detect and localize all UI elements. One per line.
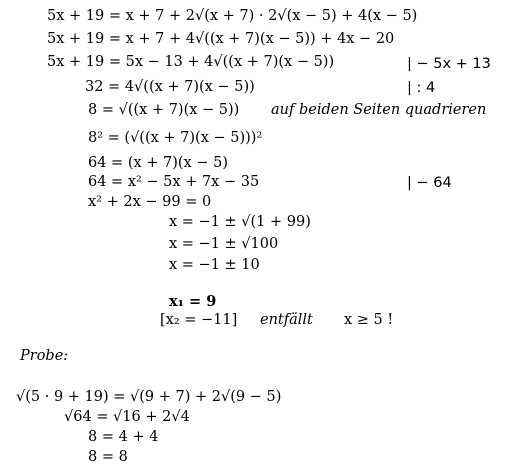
operation-annotation: | − 64: [407, 175, 452, 191]
solution-line: x = −1 ± √100: [169, 236, 279, 252]
operation-annotation: | : 4: [407, 80, 436, 96]
operation-annotation: | − 5x + 13: [407, 56, 491, 72]
probe-line: √64 = √16 + 2√4: [64, 409, 190, 425]
derivation-line: x² + 2x − 99 = 0: [88, 194, 212, 210]
derivation-line: 8² = (√((x + 7)(x − 5)))²: [88, 130, 263, 146]
probe-line: 8 = 8: [88, 449, 128, 465]
probe-line: 8 = 4 + 4: [88, 429, 159, 445]
domain-condition: x ≥ 5 !: [344, 312, 394, 328]
derivation-line: 8 = √((x + 7)(x − 5)): [88, 102, 240, 118]
solution-x1: x₁ = 9: [169, 293, 217, 310]
solution-line: x = −1 ± 10: [169, 257, 260, 273]
derivation-line: 5x + 19 = x + 7 + 2√(x + 7) · 2√(x − 5) + 4(x − 5): [47, 8, 418, 24]
squaring-note: auf beiden Seiten quadrieren: [271, 102, 487, 118]
solution-x2: [x₂ = −11]: [160, 312, 238, 328]
solution-x2-note: entfällt: [260, 312, 313, 328]
probe-label: Probe:: [20, 348, 69, 364]
solution-line: x = −1 ± √(1 + 99): [169, 214, 311, 230]
derivation-line: 32 = 4√((x + 7)(x − 5)): [85, 79, 255, 95]
derivation-line: 5x + 19 = x + 7 + 4√((x + 7)(x − 5)) + 4x − 20: [47, 31, 395, 47]
probe-line: √(5 · 9 + 19) = √(9 + 7) + 2√(9 − 5): [16, 389, 282, 405]
derivation-line: 5x + 19 = 5x − 13 + 4√((x + 7)(x − 5)): [47, 54, 335, 70]
derivation-line: 64 = x² − 5x + 7x − 35: [88, 174, 260, 190]
derivation-line: 64 = (x + 7)(x − 5): [88, 155, 228, 171]
